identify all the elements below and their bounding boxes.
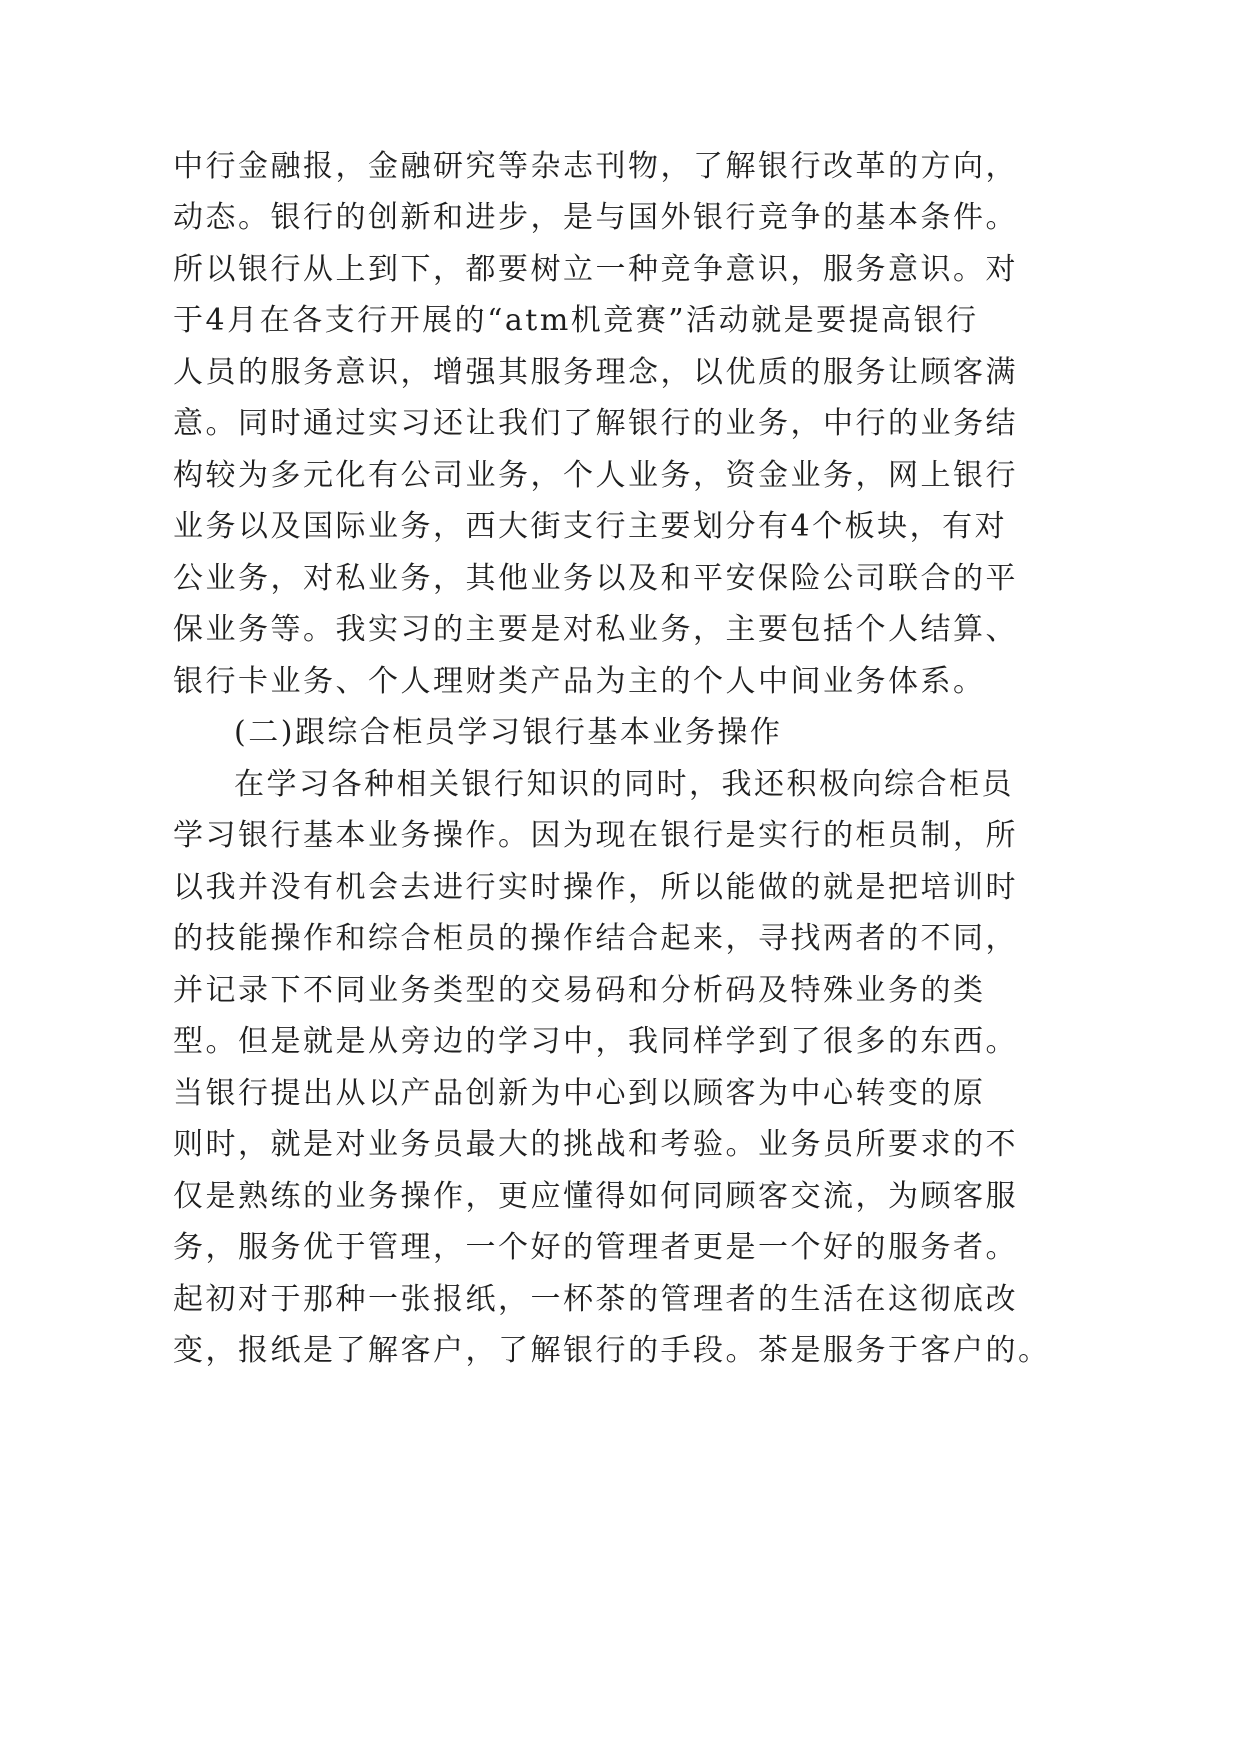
- paragraph-2-line-12: 变，报纸是了解客户，了解银行的手段。茶是服务于客户的。: [173, 1333, 1051, 1368]
- paragraph-1-line-11: 银行卡业务、个人理财类产品为主的个人中间业务体系。: [173, 664, 986, 699]
- paragraph-2-line-5: 并记录下不同业务类型的交易码和分析码及特殊业务的类: [173, 973, 986, 1008]
- paragraph-2-line-1: 在学习各种相关银行知识的同时，我还积极向综合柜员: [234, 767, 1014, 802]
- paragraph-2-line-3: 以我并没有机会去进行实时操作，所以能做的就是把培训时: [173, 870, 1018, 905]
- paragraph-1-line-6: 意。同时通过实习还让我们了解银行的业务，中行的业务结: [173, 406, 1018, 441]
- paragraph-1-line-2: 动态。银行的创新和进步，是与国外银行竞争的基本条件。: [173, 200, 1018, 235]
- paragraph-1-line-1: 中行金融报，金融研究等杂志刊物，了解银行改革的方向，: [173, 149, 1018, 184]
- paragraph-2-line-7: 当银行提出从以产品创新为中心到以顾客为中心转变的原: [173, 1076, 986, 1111]
- paragraph-1-line-8: 业务以及国际业务，西大街支行主要划分有4个板块，有对: [173, 509, 1008, 544]
- paragraph-1-line-4: 于4月在各支行开展的“atm机竞赛”活动就是要提高银行: [173, 303, 979, 338]
- paragraph-1-line-7: 构较为多元化有公司业务，个人业务，资金业务，网上银行: [173, 458, 1018, 493]
- paragraph-2-line-6: 型。但是就是从旁边的学习中，我同样学到了很多的东西。: [173, 1024, 1018, 1059]
- paragraph-1-line-10: 保业务等。我实习的主要是对私业务，主要包括个人结算、: [173, 612, 1018, 647]
- paragraph-2-line-2: 学习银行基本业务操作。因为现在银行是实行的柜员制，所: [173, 818, 1018, 853]
- paragraph-2-line-4: 的技能操作和综合柜员的操作结合起来，寻找两者的不同，: [173, 921, 1018, 956]
- paragraph-2-line-8: 则时，就是对业务员最大的挑战和考验。业务员所要求的不: [173, 1127, 1018, 1162]
- paragraph-2-line-10: 务，服务优于管理，一个好的管理者更是一个好的服务者。: [173, 1230, 1018, 1265]
- paragraph-2-line-11: 起初对于那种一张报纸，一杯茶的管理者的生活在这彻底改: [173, 1282, 1018, 1317]
- paragraph-1-line-9: 公业务，对私业务，其他业务以及和平安保险公司联合的平: [173, 561, 1018, 596]
- paragraph-1-line-3: 所以银行从上到下，都要树立一种竞争意识，服务意识。对: [173, 252, 1018, 287]
- paragraph-1-line-5: 人员的服务意识，增强其服务理念，以优质的服务让顾客满: [173, 355, 1018, 390]
- section-heading: (二)跟综合柜员学习银行基本业务操作: [234, 715, 783, 750]
- paragraph-2-line-9: 仅是熟练的业务操作，更应懂得如何同顾客交流，为顾客服: [173, 1179, 1018, 1214]
